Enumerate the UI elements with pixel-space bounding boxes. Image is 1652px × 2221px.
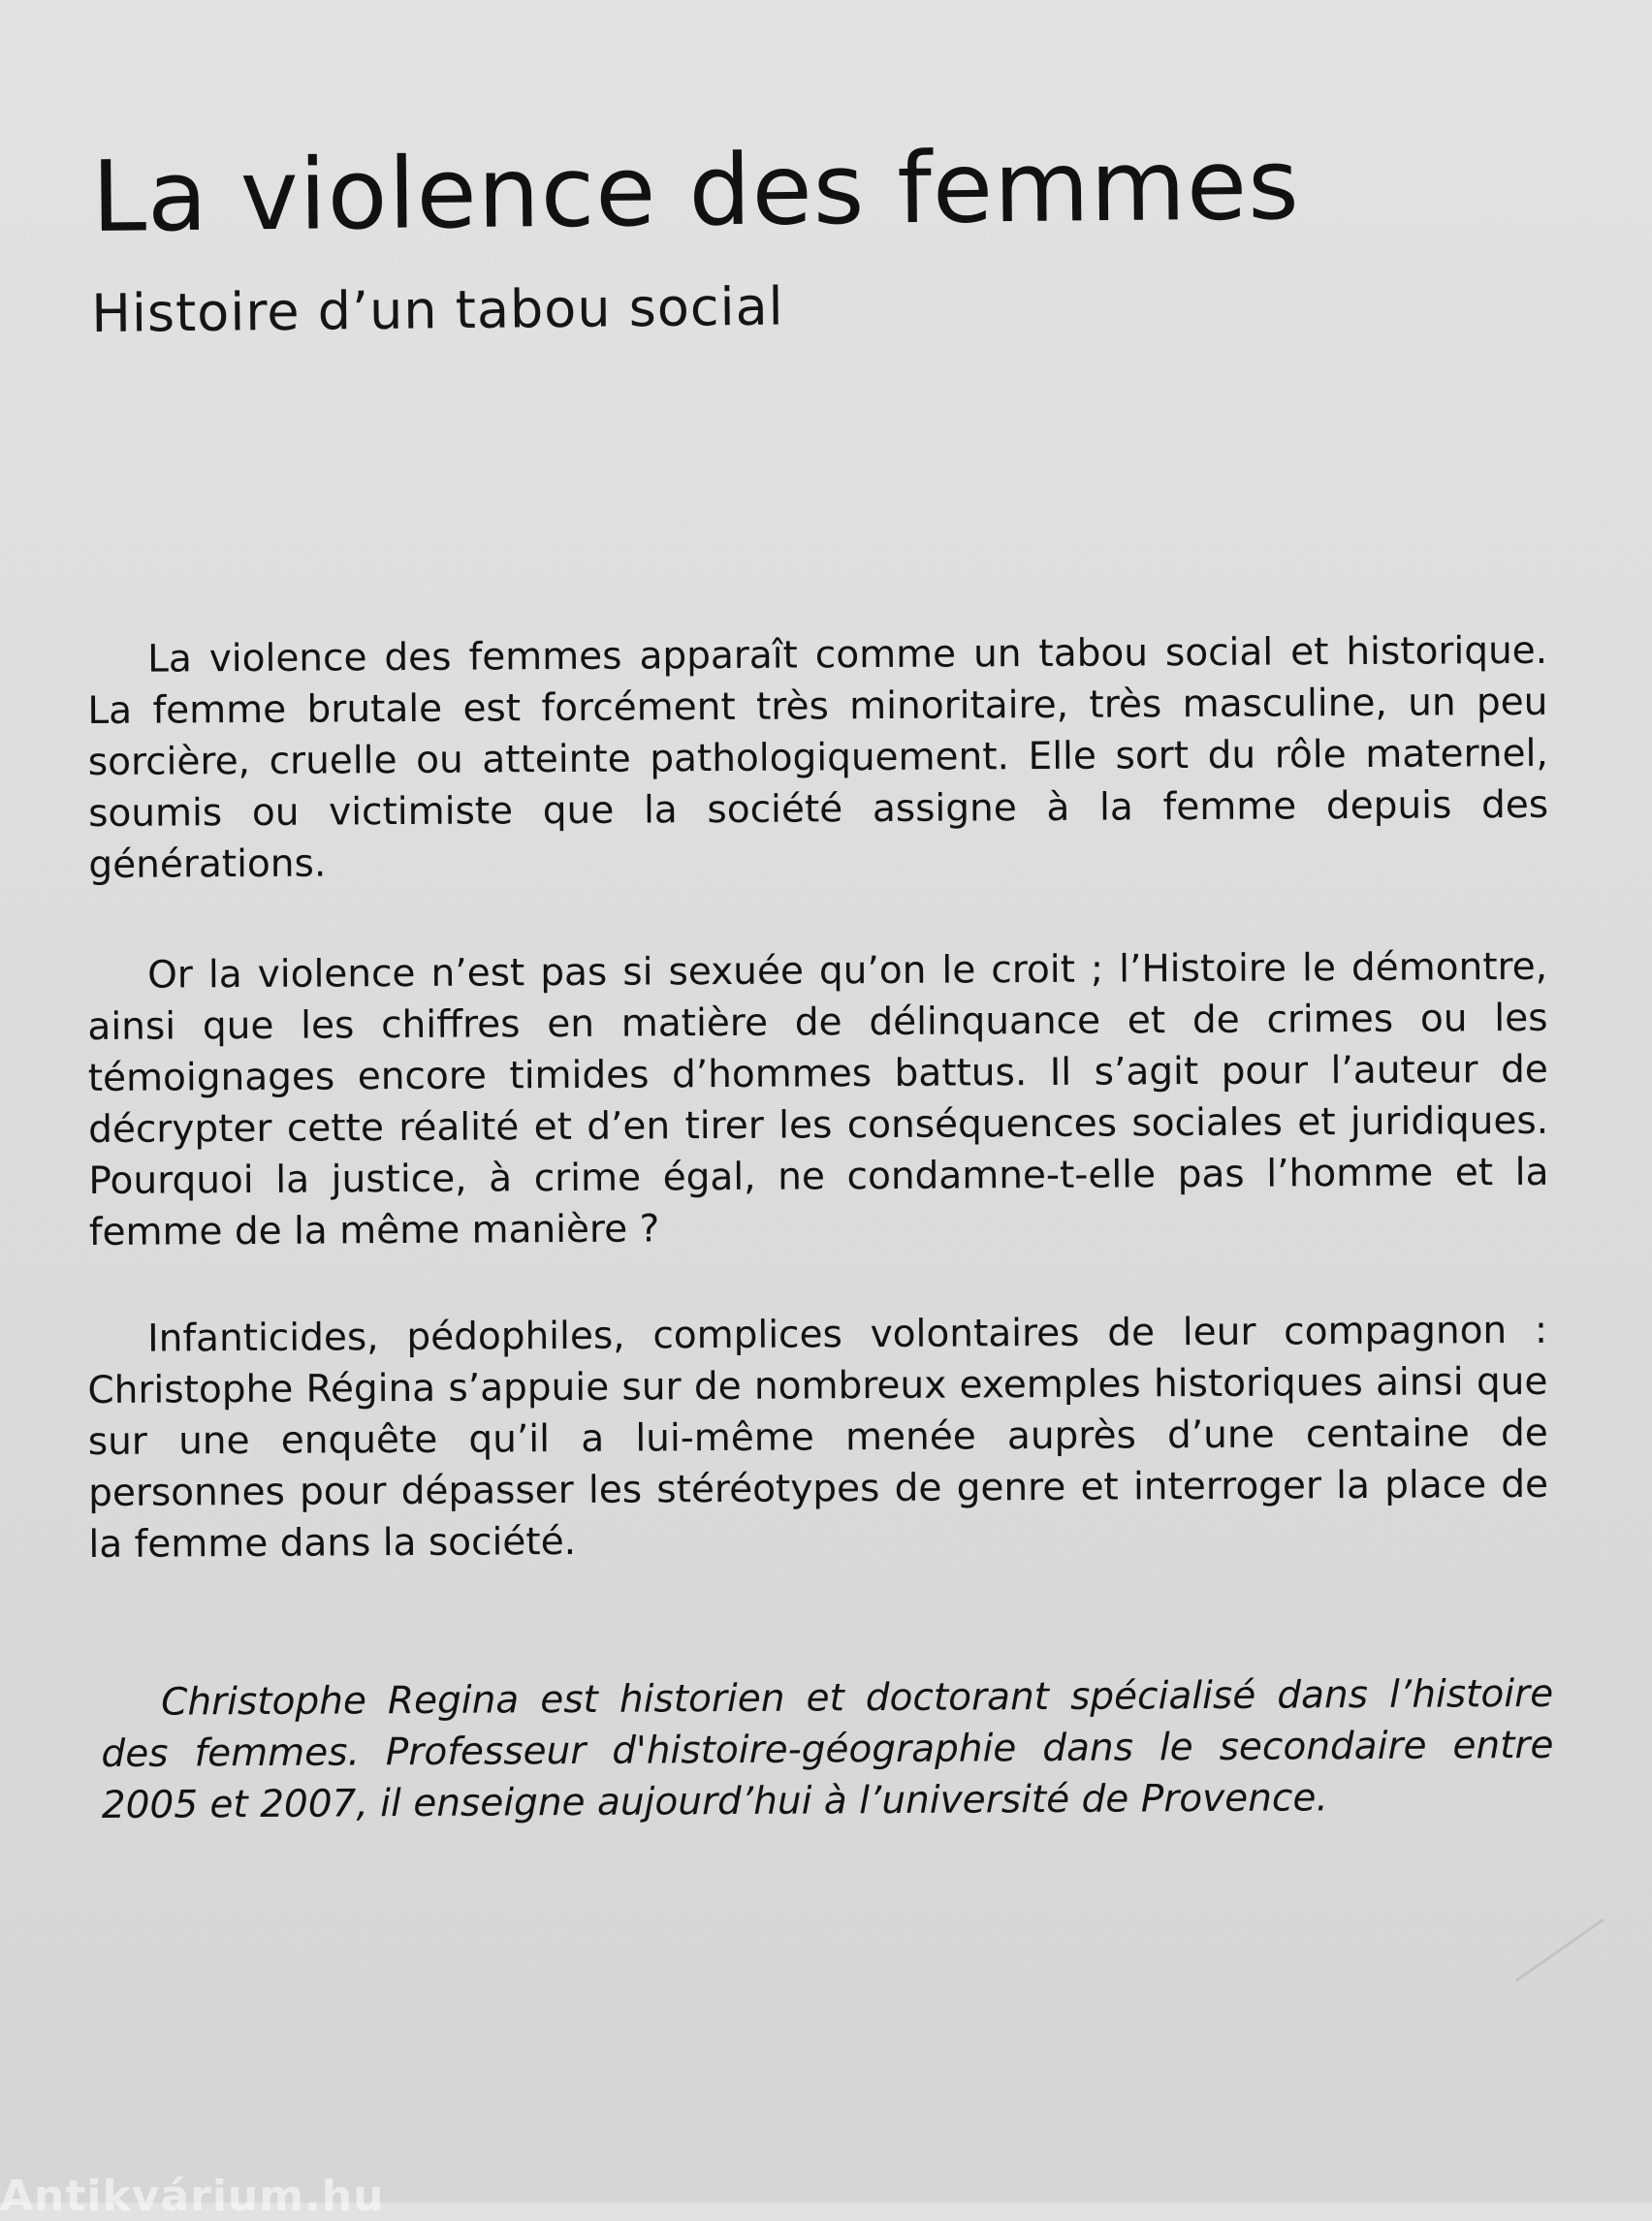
paragraph-2: Or la violence n’est pas si sexuée qu’on le croit ; l’Histoire le démontre, ainsi que les chiffres en matière de délinquance et de crimes ou les témoignages encore timides d’hommes battus. Il s’agit pour l’auteur de décrypter cette réalité et d’en tirer les conséquences sociales et juridiques. Pourquoi la justice, à crime égal, ne condamne-t-elle pas l’homme et la femme de la même manière ? — [87, 944, 1549, 1254]
document-subtitle: Histoire d’un tabou social — [90, 275, 784, 344]
paragraph-3: Infanticides, pédophiles, complices volontaires de leur compagnon : Christophe Régina s’appuie sur de nombreux exemples historiques ainsi que sur une enquête qu’il a lui-même menée auprès d’une centaine de personnes pour dépasser les stéréotypes de genre et interroger la place de la femme dans la société. — [87, 1308, 1549, 1567]
paragraph-1: La violence des femmes apparaît comme un tabou social et historique. La femme brutale est forcément très minoritaire, très masculine, un peu sorcière, cruelle ou atteinte pathologiquement. Elle sort du rôle maternel, soumis ou victimiste que la société assigne à la femme depuis des générations. — [87, 628, 1549, 887]
document-title: La violence des femmes — [90, 126, 1301, 254]
watermark: Antikvárium.hu — [0, 2172, 385, 2221]
author-bio: Christophe Regina est historien et doctorant spécialisé dans l’histoire des femmes. Professeur d'histoire-géographie dans le secondaire entre 2005 et 2007, il enseigne aujourd’hui à l’université de Provence. — [101, 1671, 1554, 1827]
paper-scuff — [1515, 1919, 1604, 1983]
